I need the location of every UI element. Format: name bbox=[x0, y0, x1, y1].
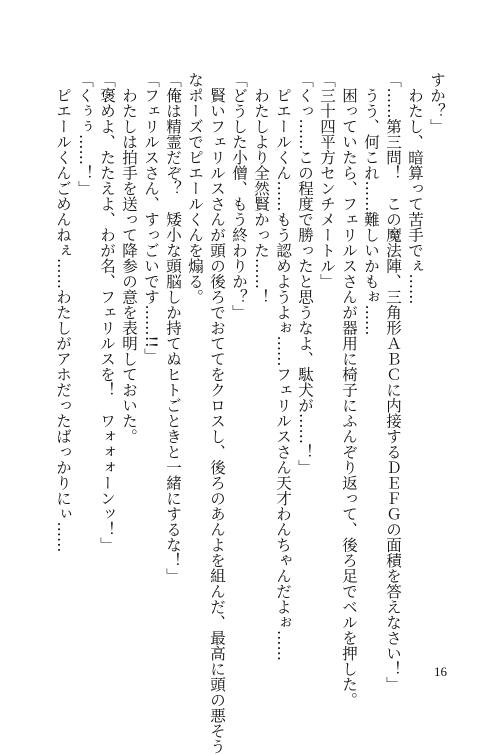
text-line: 「どうした小僧、もう終わりか？」 bbox=[230, 72, 248, 320]
text-line: わたしより全然賢かった……！ bbox=[252, 72, 270, 305]
text-line: 「三十四平方センチメートル」 bbox=[318, 72, 336, 289]
page-number: 16 bbox=[434, 664, 447, 679]
text-line: すか？」 bbox=[428, 72, 446, 134]
text-line: うう、何これ……難しいかもぉ…… bbox=[362, 72, 380, 336]
text-line: わたし、暗算って苦手でぇ…… bbox=[406, 72, 424, 305]
text-line: ピエールくんごめんねぇ……わたしがアホだったばっかりにぃ…… bbox=[54, 72, 72, 553]
text-line: わたしは拍手を送って降参の意を表明しておいた。 bbox=[120, 72, 138, 444]
text-line: 困っていたら、フェリルスさんが器用に椅子にふんぞり返って、後ろ足でベルを押した。 bbox=[340, 72, 358, 708]
text-line: 「くぅぅ……！」 bbox=[76, 72, 94, 196]
text-line: 「俺は精霊だぞ？ 矮小な頭脳しか持てぬヒトごときと一緒にするな！」 bbox=[164, 72, 182, 584]
text-line: 賢いフェリルスさんが頭の後ろでおててをクロスし、後ろのあんよを組んだ、最高に頭の悪そう bbox=[208, 72, 226, 754]
text-line: 「くっ……この程度で勝ったと思うなよ、駄犬が……！」 bbox=[296, 72, 314, 475]
text-line: ピエールくん……もう認めようよぉ……フェリルスさん天才わんちゃんだよぉ…… bbox=[274, 72, 292, 661]
text-line: 「褒めよ、たたえよ、わが名、フェリルスを！ ワォォォーンッ！」 bbox=[98, 72, 116, 553]
text-line: なポーズでピエールくんを煽る。 bbox=[186, 72, 204, 305]
text-line: 「フェリルスさん、すっごいです……!!」 bbox=[142, 72, 160, 364]
text-line: 「……第三問！ この魔法陣、三角形ＡＢＣに内接するＤＥＦＧの面積を答えなさい！」 bbox=[384, 72, 402, 692]
